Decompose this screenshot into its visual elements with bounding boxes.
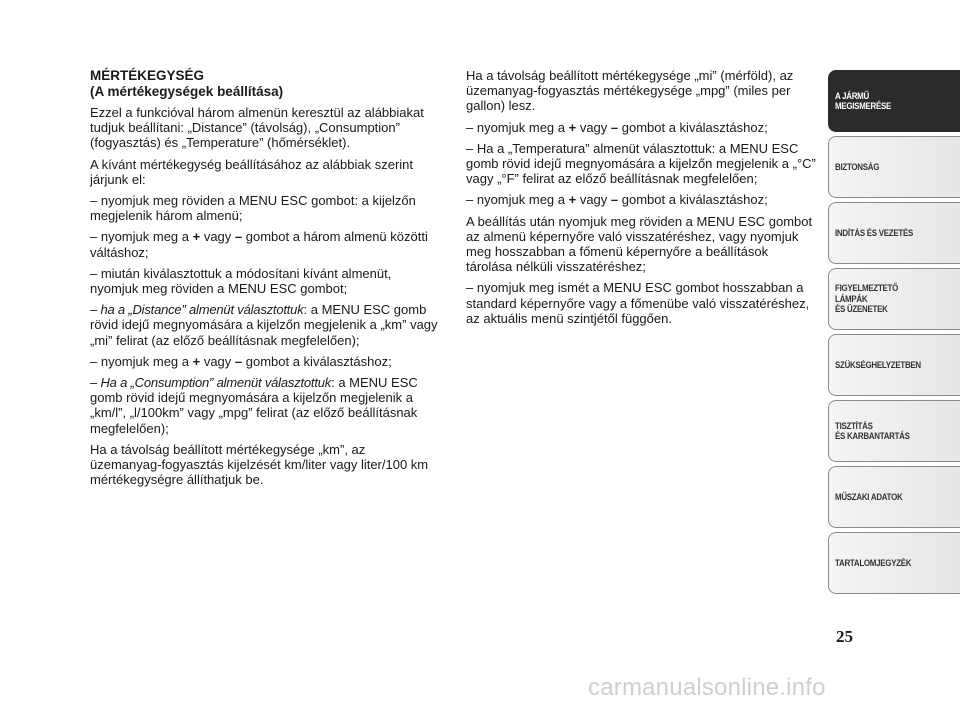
plus-symbol: + bbox=[192, 353, 201, 369]
tab-label: FIGYELMEZTETŐ LÁMPÁK ÉS ÜZENETEK bbox=[835, 283, 899, 315]
watermark: carmanualsonline.info bbox=[588, 674, 826, 701]
paragraph: – nyomjuk meg röviden a MENU ESC gombot: a kijelzőn megjelenik három almenü; bbox=[90, 193, 416, 224]
plus-symbol: + bbox=[192, 229, 201, 245]
left-column bbox=[90, 68, 440, 493]
paragraph: Ha a távolság beállított mértékegysége „km”, az üzemanyag-fogyasztás kijelzését km/liter vagy liter/100 km mértékegységre állíthatjuk be. bbox=[90, 441, 429, 488]
paragraph: – ha a „Distance” almenüt választottuk: a MENU ESC gomb rövid idejű megnyomására a kijelzőn megjelenik a „km” vagy „mi” felirat (az előző beállításnak megfelelően); bbox=[90, 302, 438, 348]
paragraph: – nyomjuk meg a + vagy – gombot a kiválasztáshoz; bbox=[90, 353, 392, 369]
paragraph: – miután kiválasztottuk a módosítani kívánt almenüt, nyomjuk meg röviden a MENU ESC gombot; bbox=[90, 265, 392, 297]
minus-symbol: – bbox=[234, 229, 243, 245]
paragraph: – Ha a „Consumption” almenüt választottuk: a MENU ESC gomb rövid idejű megnyomására a kijelzőn megjelenik a „km/l”, „l/100km” vagy „mpg” felirat (az előző beállításnak megfelelően); bbox=[90, 375, 418, 436]
paragraph: – nyomjuk meg a + vagy – gombot a kiválasztáshoz; bbox=[466, 192, 768, 208]
plus-symbol: + bbox=[568, 192, 577, 208]
tab-tisztitas-es-karbantartas[interactable] bbox=[828, 400, 960, 462]
paragraph: A kívánt mértékegység beállításához az alábbiak szerint járjunk el: bbox=[90, 156, 414, 187]
paragraph: – Ha a „Temperatura” almenüt választottuk: a MENU ESC gomb rövid idejű megnyomására a kijelzőn megjelenik a „°C” vagy „°F” felirat az előző beállításnak megfelelően; bbox=[466, 140, 816, 187]
page-number: 25 bbox=[836, 627, 853, 646]
tab-a-jarmu-megismerese[interactable] bbox=[828, 70, 960, 132]
minus-symbol: – bbox=[234, 353, 243, 369]
paragraph: – nyomjuk meg a + vagy – gombot a kiválasztáshoz; bbox=[466, 119, 768, 135]
tab-label: BIZTONSÁG bbox=[835, 161, 880, 172]
paragraph: – nyomjuk meg a + vagy – gombot a három almenü közötti váltáshoz; bbox=[90, 229, 428, 260]
tab-label: SZÜKSÉGHELYZETBEN bbox=[835, 359, 921, 370]
tab-label: A JÁRMŰ MEGISMERÉSE bbox=[835, 90, 892, 111]
minus-symbol: – bbox=[610, 119, 619, 135]
tab-muszaki-adatok[interactable] bbox=[828, 466, 960, 528]
paragraph: Ha a távolság beállított mértékegysége „mi” (mérföld), az üzemanyag-fogyasztás mértékegysége „mpg” (miles per gallon) lesz. bbox=[466, 68, 794, 114]
tab-inditas-es-vezetes[interactable] bbox=[828, 202, 960, 264]
heading-title: MÉRTÉKEGYSÉG bbox=[90, 68, 205, 83]
heading-subtitle: (A mértékegységek beállítása) bbox=[90, 83, 284, 99]
tab-label: INDÍTÁS ÉS VEZETÉS bbox=[835, 227, 913, 238]
tab-tartalomjegyzek[interactable] bbox=[828, 532, 960, 594]
chapter-tabs bbox=[828, 70, 960, 598]
minus-symbol: – bbox=[610, 192, 619, 208]
paragraph: Ezzel a funkcióval három almenün keresztül az alábbiakat tudjuk beállítani: „Distance” (távolság), „Consumption” (fogyasztás) és „Temperature” (hőmérséklet). bbox=[90, 105, 424, 151]
right-column bbox=[466, 68, 816, 332]
plus-symbol: + bbox=[568, 119, 577, 135]
tab-figyelmezteto-lampak[interactable] bbox=[828, 268, 960, 330]
tab-biztonsag[interactable] bbox=[828, 136, 960, 198]
tab-label: MŰSZAKI ADATOK bbox=[835, 491, 903, 502]
section-heading bbox=[90, 68, 440, 99]
italic-lead: – ha a „Distance” almenüt választottuk bbox=[90, 302, 304, 318]
paragraph: – nyomjuk meg ismét a MENU ESC gombot hosszabban a standard képernyőre vagy a főmenübe való visszatéréshez, az aktuális menü szintjétől függően. bbox=[466, 280, 810, 326]
tab-label: TISZTÍTÁS ÉS KARBANTARTÁS bbox=[835, 420, 910, 441]
tab-szukseghelyzetben[interactable] bbox=[828, 334, 960, 396]
tab-label: TARTALOMJEGYZÉK bbox=[835, 557, 912, 568]
paragraph: A beállítás után nyomjuk meg röviden a MENU ESC gombot az almenü képernyőre való visszatéréshez, vagy nyomjuk meg hosszabban a főmenü képernyőre a beállítások tárolása nélküli visszatéréshez; bbox=[466, 213, 813, 275]
italic-lead: – Ha a „Consumption” almenüt választottuk bbox=[90, 375, 332, 391]
